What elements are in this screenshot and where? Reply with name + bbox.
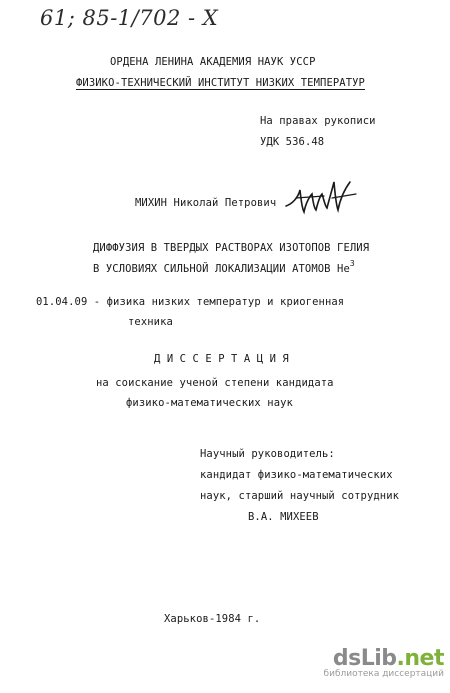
supervisor-label: Научный руководитель:: [200, 448, 335, 460]
institute-name: ФИЗИКО-ТЕХНИЧЕСКИЙ ИНСТИТУТ НИЗКИХ ТЕМПЕРАТУР: [76, 77, 365, 89]
watermark-logo: [324, 646, 444, 671]
dissertation-title-line-2-text: В УСЛОВИЯХ СИЛЬНОЙ ЛОКАЛИЗАЦИИ АТОМОВ He: [93, 263, 350, 275]
watermark-logo-domain: .net: [396, 646, 444, 671]
specialty-line-1: 01.04.09 - физика низких температур и криогенная: [36, 296, 345, 308]
watermark: [324, 646, 444, 679]
author-signature: [284, 176, 358, 222]
degree-line-2: физико-математических наук: [126, 397, 293, 409]
watermark-subtitle: библиотека диссертаций: [323, 669, 444, 679]
dissertation-title-line-1: ДИФФУЗИЯ В ТВЕРДЫХ РАСТВОРАХ ИЗОТОПОВ ГЕЛИЯ: [93, 242, 370, 254]
specialty-line-2: техника: [128, 316, 173, 328]
degree-line-1: на соискание ученой степени кандидата: [96, 377, 334, 389]
udk-code: УДК 536.48: [260, 136, 325, 148]
dissertation-title-line-2: [93, 259, 355, 275]
watermark-logo-main: dsLib: [332, 646, 397, 671]
academy-name: ОРДЕНА ЛЕНИНА АКАДЕМИЯ НАУК УССР: [110, 56, 316, 68]
dissertation-heading: Д И С С Е Р Т А Ц И Я: [154, 353, 289, 365]
supervisor-degree-line-1: кандидат физико-математических: [200, 469, 393, 481]
isotope-superscript: 3: [349, 259, 355, 268]
supervisor-degree-line-2: наук, старший научный сотрудник: [200, 490, 400, 502]
rights-reserved-label: На правах рукописи: [260, 115, 376, 127]
author-name: МИХИН Николай Петрович: [135, 197, 277, 209]
handwritten-archive-number: 61; 85-1/702 - X: [40, 6, 219, 30]
place-and-year: Харьков-1984 г.: [164, 613, 261, 625]
supervisor-name: В.А. МИХЕЕВ: [248, 511, 319, 523]
